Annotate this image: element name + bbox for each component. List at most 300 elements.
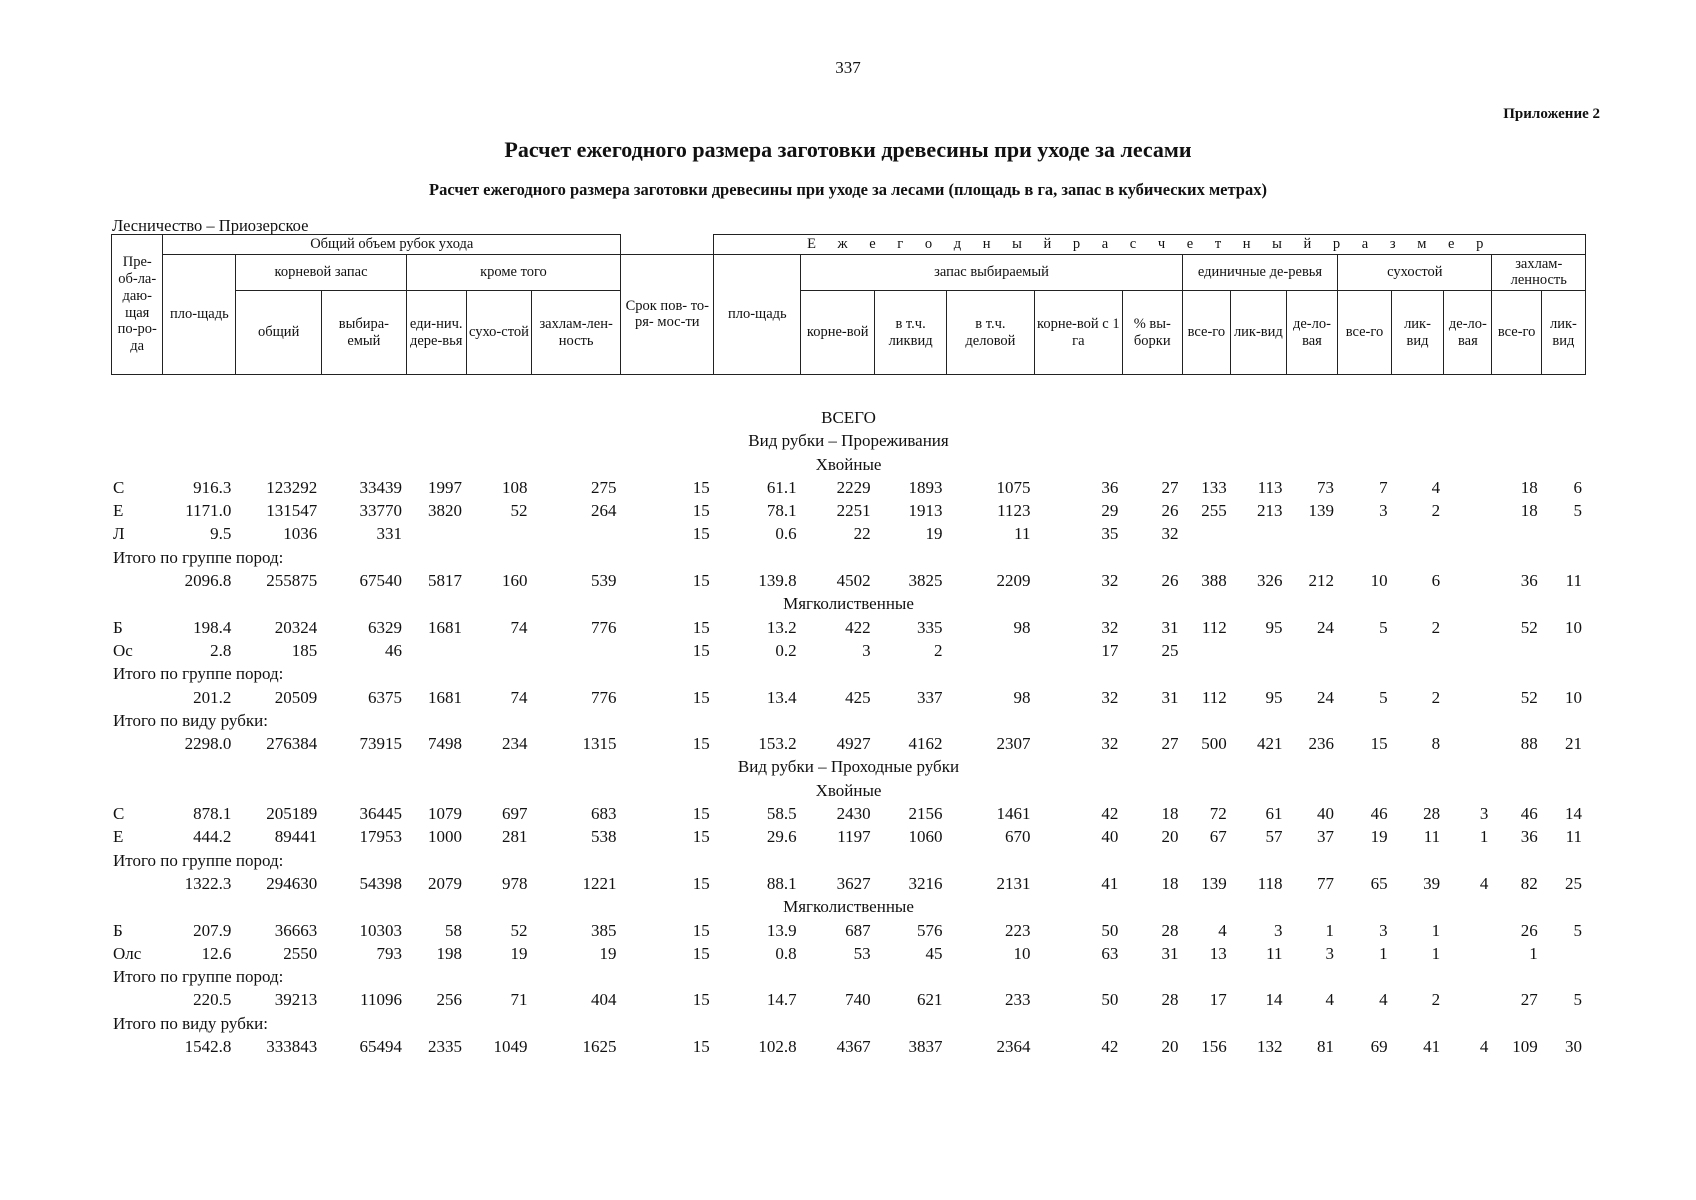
page-number: 337	[835, 58, 861, 77]
table-cell: 39	[1423, 873, 1441, 893]
table-cell: 331	[376, 524, 402, 544]
table-cell: 683	[590, 804, 617, 824]
table-cell: 1	[1431, 943, 1441, 963]
table-cell: 1681	[428, 687, 463, 707]
col-group-total-volume: Общий объем рубок ухода	[163, 235, 621, 255]
section-heading: Мягколиственные	[783, 897, 914, 917]
table-cell: 15	[692, 571, 710, 591]
subtotal-label-row	[111, 965, 1586, 988]
table-cell: 4	[1379, 990, 1388, 1010]
table-cell: 223	[1004, 920, 1031, 940]
table-cell: 3	[1274, 920, 1283, 940]
section-heading-row	[111, 592, 1586, 615]
table-cell: 67	[1209, 827, 1227, 847]
table-cell	[1444, 988, 1492, 1011]
table-cell: 10	[1370, 571, 1388, 591]
table-cell: 205189	[266, 804, 318, 824]
table-cell: 1913	[908, 501, 943, 521]
table-cell: 32	[1161, 524, 1179, 544]
table-cell: 27	[1161, 477, 1179, 497]
table-cell: 14	[1265, 990, 1283, 1010]
table-cell: 160	[501, 571, 528, 591]
table-cell: 118	[1257, 873, 1283, 893]
table-cell: 109	[1512, 1037, 1538, 1057]
table-cell: 54398	[359, 873, 402, 893]
table-cell: 50	[1101, 990, 1119, 1010]
table-cell: 2	[1431, 501, 1441, 521]
table-cell: 36	[1520, 827, 1538, 847]
table-cell: 1997	[428, 477, 463, 497]
table-cell: 36	[1101, 477, 1119, 497]
table-cell: 256	[436, 990, 463, 1010]
table-cell: 621	[917, 990, 943, 1010]
table-cell: 37	[1316, 827, 1334, 847]
table-cell	[1392, 522, 1445, 545]
col-litter-all: все-го	[1492, 291, 1541, 375]
table-cell: 31	[1161, 687, 1179, 707]
table-cell: 1	[1379, 943, 1388, 963]
table-cell: 102.8	[758, 1037, 797, 1057]
table-cell: 3	[862, 640, 871, 660]
table-cell: 776	[590, 687, 617, 707]
table-cell: 15	[692, 477, 710, 497]
table-cell: 18	[1161, 873, 1179, 893]
section-heading: ВСЕГО	[821, 408, 876, 427]
table-cell	[1444, 686, 1492, 709]
table-cell: 2	[934, 640, 943, 660]
table-cell	[466, 522, 531, 545]
table-cell: 539	[590, 571, 617, 591]
col-selected-stock: запас выбираемый	[801, 254, 1183, 290]
table-cell: 3820	[428, 501, 463, 521]
col-dead-business: де-ло-вая	[1444, 291, 1492, 375]
table-cell: 198.4	[193, 617, 232, 637]
table-cell: 2307	[996, 734, 1031, 754]
table-cell: 3216	[908, 873, 943, 893]
table-header	[111, 234, 1586, 375]
table-cell: 10	[1565, 617, 1582, 637]
table-cell: 5	[1573, 990, 1582, 1010]
species-cell: С	[113, 804, 125, 824]
table-cell: 687	[845, 920, 871, 940]
table-cell: 82	[1520, 873, 1538, 893]
table-cell: 916.3	[193, 477, 232, 497]
table-row	[111, 522, 1586, 545]
forestry-label: Лесничество – Приозерское	[112, 216, 309, 235]
subtotal-label-row	[111, 1012, 1586, 1035]
table-cell: 444.2	[193, 827, 232, 847]
table-cell: 112	[1201, 687, 1227, 707]
table-cell: 425	[845, 687, 871, 707]
subtotal-label: Итого по виду рубки:	[113, 1013, 268, 1033]
data-table	[111, 406, 1586, 1058]
table-cell: 326	[1257, 571, 1283, 591]
section-heading: Вид рубки – Проходные рубки	[737, 757, 960, 777]
species-cell: Е	[113, 501, 124, 521]
subtotal-label-row	[111, 849, 1586, 872]
col-total: общий	[236, 291, 322, 375]
table-cell	[1338, 639, 1392, 662]
table-cell: 5	[1379, 617, 1388, 637]
table-cell: 32	[1101, 571, 1119, 591]
table-cell: 17953	[359, 827, 402, 847]
table-cell: 123292	[266, 477, 318, 497]
table-cell: 793	[376, 943, 402, 963]
table-cell: 20509	[274, 687, 318, 707]
table-cell: 89441	[274, 827, 318, 847]
table-cell: 113	[1257, 477, 1283, 497]
table-cell: 776	[590, 617, 617, 637]
table-cell: 6	[1431, 571, 1441, 591]
table-cell	[947, 639, 1035, 662]
table-cell: 39213	[274, 990, 318, 1010]
table-cell: 156	[1201, 1037, 1227, 1057]
table-cell: 1461	[996, 804, 1031, 824]
table-cell: 3837	[908, 1037, 943, 1057]
table-cell: 52	[510, 920, 528, 940]
col-group-annual: Е ж е г о д н ы й р а с ч е т н ы й р а з м е р	[714, 235, 1586, 255]
table-cell: 3	[1379, 501, 1388, 521]
table-cell	[1542, 639, 1586, 662]
table-cell: 61.1	[766, 477, 797, 497]
section-heading-row	[111, 895, 1586, 918]
table-row	[111, 686, 1586, 709]
table-cell	[1542, 942, 1586, 965]
table-cell: 236	[1308, 734, 1334, 754]
table-cell: 1060	[908, 827, 943, 847]
table-cell: 201.2	[193, 687, 232, 707]
table-cell: 15	[692, 501, 710, 521]
table-cell: 213	[1257, 501, 1283, 521]
table-cell: 40	[1101, 827, 1119, 847]
table-cell: 1681	[428, 617, 463, 637]
table-cell	[1231, 639, 1287, 662]
table-cell: 4502	[836, 571, 871, 591]
table-cell: 19	[599, 943, 617, 963]
table-cell: 276384	[266, 734, 318, 754]
table-cell: 1	[1431, 920, 1441, 940]
species-cell: Л	[113, 524, 125, 544]
table-cell: 98	[1013, 617, 1031, 637]
table-cell: 2	[1431, 617, 1441, 637]
section-heading: Хвойные	[815, 454, 882, 474]
table-cell: 26	[1161, 501, 1179, 521]
subtotal-label-row	[111, 709, 1586, 732]
table-cell: 2	[1431, 687, 1441, 707]
table-cell: 2.8	[210, 640, 232, 660]
table-cell: 15	[692, 640, 710, 660]
table-cell	[1444, 942, 1492, 965]
table-cell: 21	[1565, 734, 1582, 754]
table-cell: 31	[1161, 617, 1179, 637]
col-area: пло-щадь	[163, 254, 236, 374]
table-cell: 3627	[836, 873, 871, 893]
col-besides: кроме того	[406, 254, 620, 290]
species-cell: Б	[113, 617, 123, 637]
col-litter-liquid: лик-вид	[1541, 291, 1585, 375]
table-row	[111, 476, 1586, 499]
subtotal-label: Итого по группе пород:	[113, 664, 284, 684]
species-cell	[111, 872, 162, 895]
table-cell: 978	[501, 873, 528, 893]
table-cell: 52	[1520, 687, 1538, 707]
table-cell: 14.7	[766, 990, 797, 1010]
table-cell: 57	[1265, 827, 1283, 847]
species-cell: Е	[113, 827, 124, 847]
table-cell	[1444, 499, 1492, 522]
table-cell: 15	[692, 524, 710, 544]
table-cell: 2156	[908, 804, 943, 824]
table-cell: 670	[1004, 827, 1031, 847]
table-cell: 2335	[428, 1037, 463, 1057]
table-cell	[1444, 522, 1492, 545]
col-root: корне-вой	[801, 291, 875, 375]
table-cell: 58	[445, 920, 463, 940]
table-cell: 3	[1325, 943, 1334, 963]
table-row	[111, 872, 1586, 895]
table-cell: 73	[1316, 477, 1334, 497]
table-cell: 9.5	[210, 524, 232, 544]
table-cell	[1492, 639, 1541, 662]
table-cell: 28	[1161, 920, 1179, 940]
page-subtitle: Расчет ежегодного размера заготовки древесины при уходе за лесами (площадь в га, запас в кубических метрах)	[429, 180, 1267, 199]
table-cell: 30	[1565, 1037, 1582, 1057]
table-cell: 13.9	[766, 920, 797, 940]
table-cell	[531, 522, 620, 545]
table-cell: 52	[510, 501, 528, 521]
table-cell	[1542, 522, 1586, 545]
table-cell: 98	[1013, 687, 1031, 707]
col-incl-liquid: в т.ч. ликвид	[875, 291, 947, 375]
table-cell: 28	[1423, 804, 1441, 824]
section-heading-row	[111, 453, 1586, 476]
table-cell: 112	[1201, 617, 1227, 637]
col-pct-selection: % вы-борки	[1122, 291, 1182, 375]
table-cell	[466, 639, 531, 662]
table-cell: 1123	[997, 501, 1031, 521]
table-cell: 5817	[428, 571, 463, 591]
col-single-all: все-го	[1182, 291, 1230, 375]
section-heading: Вид рубки – Прореживания	[748, 431, 949, 451]
table-cell: 45	[925, 943, 943, 963]
col-single-business: де-ло-вая	[1286, 291, 1337, 375]
appendix-label: Приложение 2	[1503, 106, 1600, 122]
table-cell: 2079	[428, 873, 463, 893]
table-cell: 32	[1101, 617, 1119, 637]
species-cell: С	[113, 477, 125, 497]
table-cell: 1893	[908, 477, 943, 497]
table-cell: 264	[590, 501, 617, 521]
table-cell: 11	[1565, 571, 1582, 591]
table-cell: 4	[1479, 1037, 1489, 1057]
table-cell: 15	[692, 920, 710, 940]
table-cell: 33439	[359, 477, 402, 497]
table-cell: 2131	[996, 873, 1031, 893]
col-root-per-ha: корне-вой с 1 га	[1034, 291, 1122, 375]
table-cell: 294630	[266, 873, 318, 893]
col-term: Срок пов- то-ря- мос-ти	[621, 254, 714, 374]
table-cell: 740	[845, 990, 871, 1010]
table-cell: 46	[1370, 804, 1388, 824]
col-root-stock: корневой запас	[236, 254, 406, 290]
table-cell: 17	[1101, 640, 1119, 660]
table-cell: 29	[1101, 501, 1119, 521]
table-cell: 32	[1101, 687, 1119, 707]
table-cell: 28	[1161, 990, 1179, 1010]
table-cell: 2550	[283, 943, 318, 963]
table-cell: 139.8	[758, 571, 797, 591]
table-cell: 15	[692, 1037, 710, 1057]
table-cell: 52	[1520, 617, 1538, 637]
table-cell: 4	[1431, 477, 1441, 497]
table-cell	[1444, 919, 1492, 942]
table-cell: 1197	[837, 827, 871, 847]
table-cell: 11	[1423, 827, 1441, 847]
col-clutter: захлам-лен-ность	[532, 291, 621, 375]
col-single-trees: единичные де-ревья	[1182, 254, 1337, 290]
table-cell: 4	[1218, 920, 1227, 940]
table-cell: 500	[1201, 734, 1227, 754]
table-cell: 15	[692, 943, 710, 963]
table-row	[111, 639, 1586, 662]
table-cell: 19	[925, 524, 943, 544]
table-cell: 15	[692, 804, 710, 824]
table-cell: 212	[1308, 571, 1334, 591]
table-cell: 11	[1266, 943, 1283, 963]
table-cell: 275	[590, 477, 617, 497]
table-cell	[1338, 522, 1392, 545]
table-cell: 46	[384, 640, 402, 660]
table-cell: 26	[1520, 920, 1538, 940]
table-cell	[1444, 639, 1492, 662]
table-cell: 74	[510, 617, 528, 637]
table-cell: 33770	[359, 501, 402, 521]
table-cell	[1287, 522, 1338, 545]
table-cell: 27	[1161, 734, 1179, 754]
col-dry: сухо-стой	[466, 291, 531, 375]
table-cell: 697	[501, 804, 528, 824]
section-heading-row	[111, 406, 1586, 429]
table-cell: 15	[692, 990, 710, 1010]
table-cell: 207.9	[193, 920, 232, 940]
table-cell	[1392, 639, 1445, 662]
table-cell: 6329	[367, 617, 402, 637]
table-cell	[1444, 732, 1492, 755]
table-cell: 50	[1101, 920, 1119, 940]
subtotal-label-row	[111, 662, 1586, 685]
table-cell: 72	[1209, 804, 1227, 824]
table-cell: 15	[1370, 734, 1388, 754]
table-cell: 1221	[582, 873, 617, 893]
table-cell: 333843	[266, 1037, 318, 1057]
table-cell: 132	[1257, 1037, 1283, 1057]
table-cell: 19	[510, 943, 528, 963]
table-cell: 27	[1520, 990, 1538, 1010]
table-cell: 5	[1573, 501, 1582, 521]
table-cell	[1182, 639, 1230, 662]
table-cell: 7498	[428, 734, 463, 754]
table-cell	[406, 639, 466, 662]
table-cell: 36663	[274, 920, 318, 940]
table-cell: 69	[1370, 1037, 1388, 1057]
table-cell: 8	[1431, 734, 1441, 754]
table-cell: 1542.8	[184, 1037, 232, 1057]
table-row	[111, 616, 1586, 639]
table-cell: 77	[1316, 873, 1334, 893]
table-cell: 95	[1265, 617, 1283, 637]
species-cell: Ос	[113, 640, 133, 660]
table-cell: 18	[1520, 501, 1538, 521]
table-cell: 15	[692, 617, 710, 637]
table-cell: 11096	[360, 990, 402, 1010]
table-cell: 20	[1161, 827, 1179, 847]
table-cell: 878.1	[193, 804, 232, 824]
table-cell: 35	[1101, 524, 1119, 544]
table-cell	[1492, 522, 1541, 545]
table-cell: 41	[1423, 1037, 1441, 1057]
table-cell: 42	[1101, 804, 1119, 824]
table-row	[111, 919, 1586, 942]
table-cell: 20	[1161, 1037, 1179, 1057]
table-cell: 0.8	[775, 943, 797, 963]
table-cell: 41	[1101, 873, 1119, 893]
table-cell: 7	[1379, 477, 1388, 497]
table-cell: 233	[1004, 990, 1031, 1010]
table-cell: 335	[917, 617, 943, 637]
table-cell: 31	[1161, 943, 1179, 963]
table-cell: 36	[1520, 571, 1538, 591]
table-cell: 2	[1431, 990, 1441, 1010]
table-cell: 15	[692, 734, 710, 754]
table-cell: 1	[1529, 943, 1538, 963]
table-cell: 0.6	[775, 524, 797, 544]
table-row	[111, 825, 1586, 848]
col-selected: выбира-емый	[322, 291, 407, 375]
table-cell: 2096.8	[184, 571, 232, 591]
table-row	[111, 988, 1586, 1011]
table-cell	[531, 639, 620, 662]
table-row	[111, 1035, 1586, 1058]
table-cell: 1625	[582, 1037, 617, 1057]
table-cell: 385	[590, 920, 617, 940]
table-cell: 139	[1308, 501, 1334, 521]
table-cell: 2251	[836, 501, 871, 521]
table-cell	[1444, 569, 1492, 592]
table-cell: 88	[1520, 734, 1538, 754]
table-cell: 10303	[359, 920, 402, 940]
table-cell: 58.5	[766, 804, 797, 824]
table-cell: 185	[291, 640, 318, 660]
col-litter: захлам-ленность	[1492, 254, 1586, 290]
table-cell: 74	[510, 687, 528, 707]
table-cell: 1	[1479, 827, 1489, 847]
table-cell: 15	[692, 827, 710, 847]
table-cell: 3	[1379, 920, 1388, 940]
species-cell: Б	[113, 920, 123, 940]
table-cell: 388	[1201, 571, 1227, 591]
section-heading-row	[111, 755, 1586, 778]
species-cell	[111, 1035, 162, 1058]
table-cell: 81	[1316, 1037, 1334, 1057]
table-cell: 63	[1101, 943, 1119, 963]
table-cell: 1075	[996, 477, 1031, 497]
table-cell: 17	[1209, 990, 1227, 1010]
table-row	[111, 732, 1586, 755]
table-cell: 13	[1209, 943, 1227, 963]
table-cell: 26	[1161, 571, 1179, 591]
subtotal-label: Итого по группе пород:	[113, 547, 284, 567]
table-cell	[1444, 616, 1492, 639]
